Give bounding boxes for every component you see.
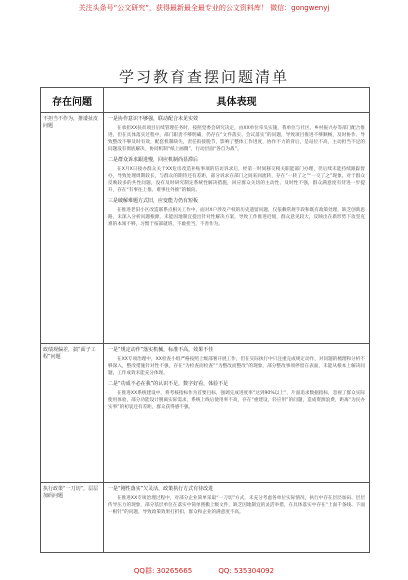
paragraph: 在推进老旧小区改造联系点相关工作中，面对X户涉及产权的历史遗留问题，仅依赖常规手段和既有政策处理，缺乏创新思路，未深入分析问题根源，未能因地制宜提出针对性解决方案，导致工作推进迟缓，群众意见较大，反映出在新形势下攻坚克难的本领不够，习惯于按部就班，不敢担当，不善作为。 xyxy=(108,208,365,227)
paragraph: 在X月X日接办群众关于XX危房改造补贴事项的信访诉求后，经第一时间移交相关职能部门办理，但后续未能持续跟踪督办，导致处理周期较长，与群众的期待还有差距，部分诉求在部门之间来回流转，存在“一转了之”“一交了之”现象。对于群众反映较多的共性问题，没有及时研究制定系统性解决措施，回应群众关切的主动性、及时性不强，群众满意度有待进一步提升，存在“有事往上推、难事往外推”的倾向。 xyxy=(108,167,365,193)
table-row xyxy=(41,344,369,483)
details-cell xyxy=(104,344,369,482)
paragraph: 在推进XX系统建设中，将考核指标作为首要目标，强调完成进度率“达到90%以上”，片面追求数据指标，忽视了群众实际使用体验，部分功能设计脱离实际需求，系统上线后使用率不高，存在“重建设、轻应用”的问题，造成资源浪费，距离“为民办实事”的初衷还有差距，群众获得感不强。 xyxy=(108,391,365,410)
paragraph: 在XX专项治理中，XX检查小组严格按照上级部署开展工作，但在实际执行中只注重完成规定动作，对问题的梳理和分析不够深入，整改措施针对性不强，存在“为检查而检查”“为整改而整改”的现象，部分整改事项停留在表面，未能从根本上解决问题，工作成效未能充分体现。 xyxy=(108,357,365,376)
top-banner: 关注头条号“公文研究”，获得最新最全最专业的公文资料库！ 微信：gongwenyj xyxy=(78,4,330,12)
problem-cell: 执行政策“一刀切”，层层加码问题 xyxy=(41,483,104,553)
section-heading: 一是“规定动作”落实机械，标准不高，效果不佳 xyxy=(108,347,214,353)
table-row xyxy=(41,113,369,344)
section-heading: 二是“功成不必在我”的认识不足，数字好看，体验不足 xyxy=(108,381,229,387)
problem-cell: 不担当不作为，推诿扯皮问题 xyxy=(41,113,104,343)
details-cell xyxy=(104,483,369,553)
footer-qq: QQ: 535304092 xyxy=(218,567,275,575)
issues-table xyxy=(40,87,370,553)
document-title: 学习教育查摆问题清单 xyxy=(118,68,289,86)
header-details: 具体表现 xyxy=(216,96,257,108)
paragraph: 在承担XX扶贫项目后续管理任务时，按照党委会研究决定，由XX单位牵头实施，我单位与社区、乡村振兴办等部门配合推进，但在具体落实过程中，部门职责不够明确，仍存在“文件落实、会议落实”的问题，导致项目推进不够顺畅，及时协作、导致整改不够及时有效，配套机制缺失，责任衔接脱节，影响了整体工作进度，协作不力的背后，是站位不高，主动担当不足的问题没有彻底解决，协同机制“纸上画圈”，行动层面“各自为战”。 xyxy=(108,126,365,152)
section-heading: 一是“刚性落实”欠灵活，政策执行方式有待改进 xyxy=(108,486,214,492)
paragraph: 在推进XX专项治理过程中，对部分企业简单采取“一刀切”方式，未充分考虑各单位实际情况，执行中存在层层加码、层层传导压力的现象，部分基层单位在落实中简单照搬上级文件，缺乏因地制宜的灵活举措，在具体落实中存在“上面千条线、下面一根针”的问题，导致政策效果打折扣，群众和企业的满意度不高。 xyxy=(108,496,365,515)
problem-cell: 政绩观偏差，搞“面子工程”问题 xyxy=(41,344,104,482)
footer-qq-group: QQ群: 30265665 xyxy=(133,567,193,575)
details-cell xyxy=(104,113,369,343)
table-row xyxy=(41,483,369,553)
section-heading: 一是协作意识不够强，联动配合未见实效 xyxy=(108,116,199,122)
section-heading: 三是破解难题方式旧，应变能力仍有短板 xyxy=(108,198,199,204)
header-problem: 存在问题 xyxy=(41,88,104,112)
footer-contact xyxy=(0,566,408,576)
section-heading: 二是群众诉求跟进慢，回应机制尚显滞后 xyxy=(108,157,199,163)
table-header xyxy=(41,88,369,113)
